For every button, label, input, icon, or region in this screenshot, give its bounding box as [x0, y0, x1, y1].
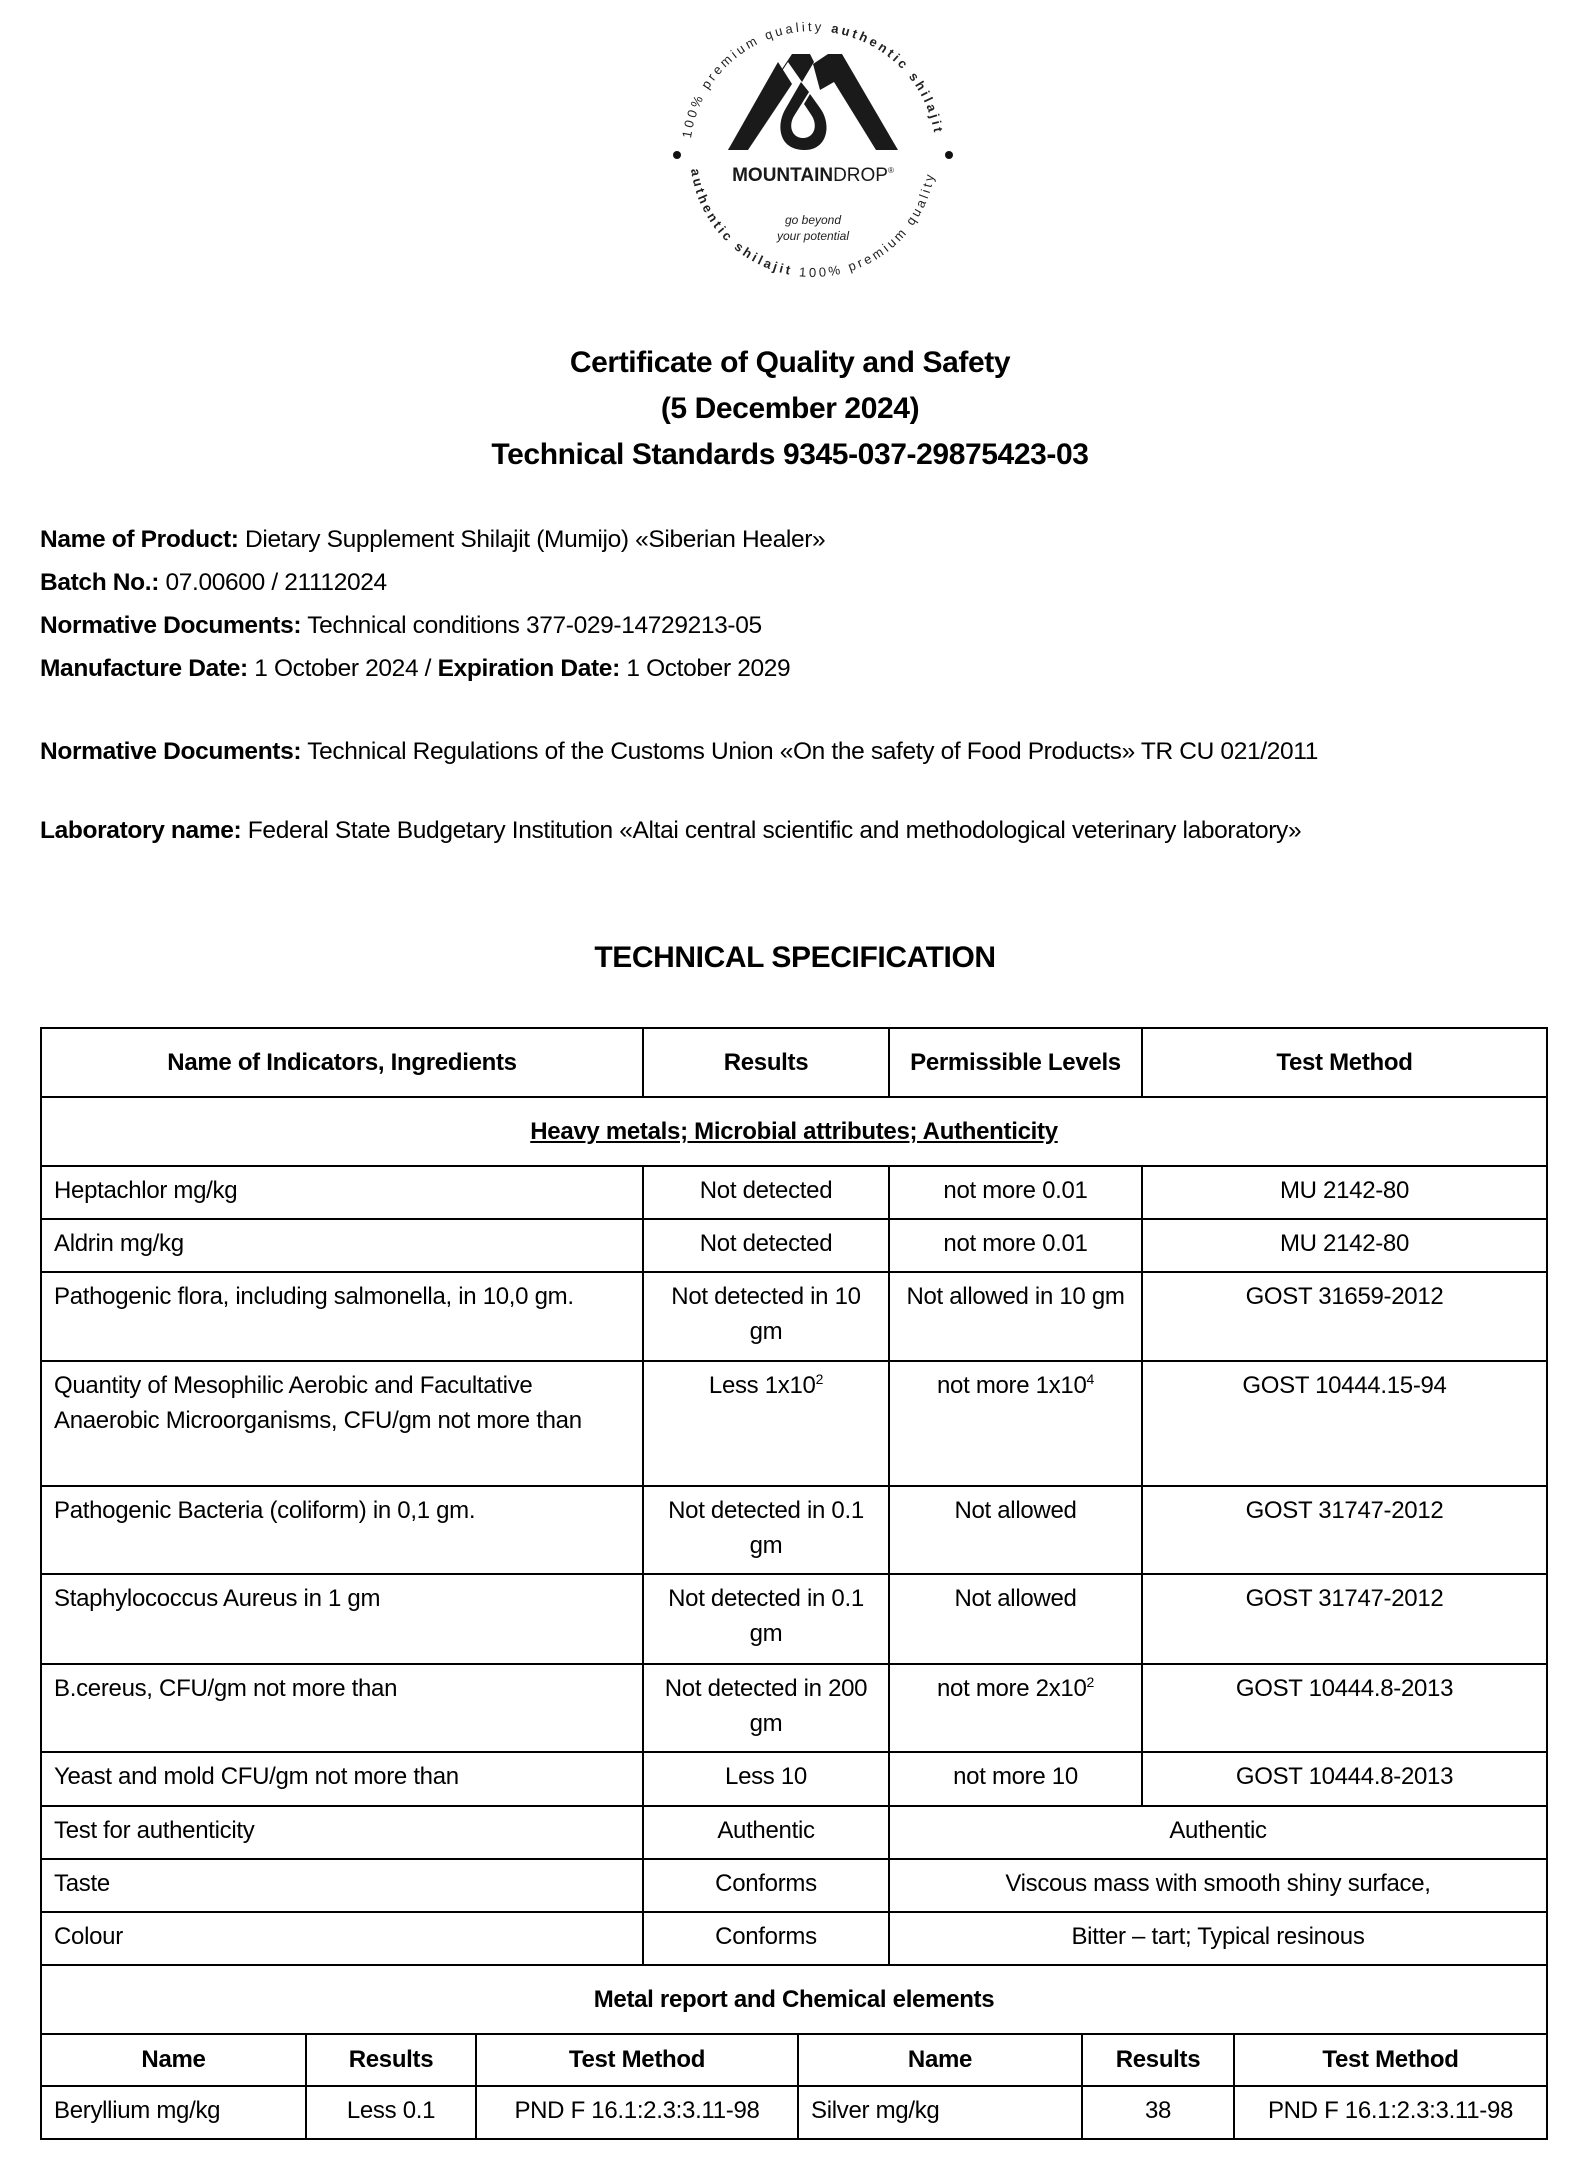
normative-docs-label: Normative Documents: — [40, 612, 302, 639]
ring-text-bottom: authentic shilajit 100% premium quality — [687, 167, 938, 280]
batch-line — [40, 569, 387, 597]
laboratory-line — [40, 817, 1301, 845]
metal-name: Silver mg/kg — [798, 2086, 1082, 2139]
expiration-date-value: 1 October 2029 — [619, 655, 791, 682]
indicator-level: not more $2x10^2$ — [889, 1664, 1142, 1752]
logo-wordmark: MOUNTAINDROP® — [732, 165, 894, 186]
indicator-result: Conforms — [643, 1912, 889, 1965]
indicator-result: Less 10 — [643, 1752, 889, 1806]
indicator-name: Aldrin mg/kg — [41, 1219, 643, 1272]
indicator-method: GOST 10444.15-94 — [1142, 1361, 1547, 1486]
indicator-name: Pathogenic Bacteria (coliform) in 0,1 gm. — [41, 1486, 643, 1574]
indicator-name: Yeast and mold CFU/gm not more than — [41, 1752, 643, 1806]
indicator-method: GOST 10444.8-2013 — [1142, 1752, 1547, 1806]
logo-emblem-icon — [668, 4, 958, 294]
laboratory-value: Federal State Budgetary Institution «Altai central scientific and methodological veterinary laboratory» — [241, 817, 1302, 844]
indicator-level: not more $1x10^4$ — [889, 1361, 1142, 1486]
indicator-level: not more 10 — [889, 1752, 1142, 1806]
table-row — [41, 1219, 1547, 1272]
metal-column-results-1: Results — [306, 2033, 476, 2086]
indicator-name: Quantity of Mesophilic Aerobic and Facultative Anaerobic Microorganisms, CFU/gm not more than — [41, 1361, 643, 1486]
batch-label: Batch No.: — [40, 569, 160, 596]
table-row — [41, 1486, 1547, 1574]
column-header-name: Name of Indicators, Ingredients — [41, 1028, 643, 1097]
column-header-permissible-levels: Permissible Levels — [889, 1028, 1142, 1097]
indicator-method: GOST 31659-2012 — [1142, 1272, 1547, 1361]
indicator-level: not more 0.01 — [889, 1166, 1142, 1219]
column-header-test-method: Test Method — [1142, 1028, 1547, 1097]
metal-column-method-1: Test Method — [476, 2033, 798, 2086]
indicator-result: Not detected in 200 gm — [643, 1664, 889, 1752]
normative-regulations-value: Technical Regulations of the Customs Union «On the safety of Food Products» TR CU 021/2011 — [301, 738, 1318, 765]
metal-result: Less 0.1 — [306, 2086, 476, 2139]
logo-tagline-1: go beyond — [784, 213, 842, 227]
technical-specification-title: TECHNICAL SPECIFICATION — [594, 941, 996, 974]
metal-name: Beryllium mg/kg — [41, 2086, 306, 2139]
manufacture-date-label: Manufacture Date: — [40, 655, 248, 682]
normative-regulations-label: Normative Documents: — [40, 738, 302, 765]
exponent: 2 — [1086, 1674, 1095, 1690]
indicator-level: Not allowed in 10 gm — [889, 1272, 1142, 1361]
section-row-heavy-metals — [41, 1097, 1547, 1166]
table-row — [41, 1272, 1547, 1361]
certificate-date: (5 December 2024) — [660, 392, 920, 425]
normative-docs-value: Technical conditions 377-029-14729213-05 — [301, 612, 762, 639]
indicator-method: MU 2142-80 — [1142, 1219, 1547, 1272]
product-name-label: Name of Product: — [40, 526, 239, 553]
table-row — [41, 1361, 1547, 1486]
indicator-name: Staphylococcus Aureus in 1 gm — [41, 1574, 643, 1664]
metal-method: PND F 16.1:2.3:3.11-98 — [476, 2086, 798, 2139]
indicator-level: Not allowed — [889, 1486, 1142, 1574]
table-row — [41, 1752, 1547, 1806]
indicator-name: Taste — [41, 1859, 643, 1912]
section-heading: Metal report and Chemical elements — [41, 1965, 1547, 2034]
metal-column-name-1: Name — [41, 2033, 306, 2086]
indicator-level: not more 0.01 — [889, 1219, 1142, 1272]
ring-text-top: 100% premium quality authentic shilajit — [679, 18, 947, 140]
indicator-method: MU 2142-80 — [1142, 1166, 1547, 1219]
logo-tagline-2: your potential — [776, 229, 850, 243]
manufacture-date-value: 1 October 2024 / — [247, 655, 438, 682]
table-row — [41, 1806, 1547, 1859]
indicator-name: Colour — [41, 1912, 643, 1965]
indicator-name: Pathogenic flora, including salmonella, in 10,0 gm. — [41, 1272, 643, 1361]
metal-report-table — [40, 2033, 1548, 2140]
indicator-method: GOST 10444.8-2013 — [1142, 1664, 1547, 1752]
indicator-result: Not detected — [643, 1166, 889, 1219]
table-row — [41, 1166, 1547, 1219]
certificate-title: Certificate of Quality and Safety — [569, 346, 1011, 379]
indicator-result: Conforms — [643, 1859, 889, 1912]
metal-column-name-2: Name — [798, 2033, 1082, 2086]
indicator-result: Not detected in 10 gm — [643, 1272, 889, 1361]
indicator-result: Not detected in 0.1 gm — [643, 1486, 889, 1574]
table-row — [41, 2086, 1547, 2139]
indicator-spec: Bitter – tart; Typical resinous — [889, 1912, 1547, 1965]
metal-result: 38 — [1082, 2086, 1234, 2139]
expiration-date-label: Expiration Date: — [437, 655, 620, 682]
indicator-result: Authentic — [643, 1806, 889, 1859]
indicator-level: Not allowed — [889, 1574, 1142, 1664]
table-header-row — [41, 1028, 1547, 1097]
table-row — [41, 1912, 1547, 1965]
indicator-method: GOST 31747-2012 — [1142, 1486, 1547, 1574]
indicator-name: Heptachlor mg/kg — [41, 1166, 643, 1219]
metal-column-method-2: Test Method — [1234, 2033, 1547, 2086]
indicator-result: Not detected in 0.1 gm — [643, 1574, 889, 1664]
mountain-drop-icon — [728, 54, 898, 150]
product-name-value: Dietary Supplement Shilajit (Mumijo) «Siberian Healer» — [238, 526, 826, 553]
ring-dot-left — [673, 151, 681, 159]
ring-dot-right — [945, 151, 953, 159]
batch-value: 07.00600 / 21112024 — [159, 569, 387, 596]
table-row — [41, 1664, 1547, 1752]
indicator-spec: Authentic — [889, 1806, 1547, 1859]
column-header-results: Results — [643, 1028, 889, 1097]
indicator-method: GOST 31747-2012 — [1142, 1574, 1547, 1664]
section-heading: Heavy metals; Microbial attributes; Authenticity — [41, 1097, 1547, 1166]
table-row — [41, 1574, 1547, 1664]
technical-standards: Technical Standards 9345-037-29875423-03 — [491, 438, 1089, 471]
section-row-metal-report — [41, 1965, 1547, 2034]
laboratory-label: Laboratory name: — [40, 817, 242, 844]
normative-docs-line — [40, 612, 762, 640]
normative-regulations-line — [40, 738, 1318, 766]
metal-method: PND F 16.1:2.3:3.11-98 — [1234, 2086, 1547, 2139]
product-name-line — [40, 526, 825, 554]
metal-header-row — [41, 2033, 1547, 2086]
exponent: 2 — [815, 1371, 824, 1387]
indicator-name: B.cereus, CFU/gm not more than — [41, 1664, 643, 1752]
table-row — [41, 1859, 1547, 1912]
mountaindrop-logo — [668, 4, 958, 294]
indicator-result: Less $1x10^2$ — [643, 1361, 889, 1486]
dates-line — [40, 655, 790, 683]
indicator-spec: Viscous mass with smooth shiny surface, — [889, 1859, 1547, 1912]
indicator-name: Test for authenticity — [41, 1806, 643, 1859]
metal-column-results-2: Results — [1082, 2033, 1234, 2086]
specification-table — [40, 1027, 1548, 2035]
indicator-result: Not detected — [643, 1219, 889, 1272]
exponent: 4 — [1086, 1371, 1095, 1387]
